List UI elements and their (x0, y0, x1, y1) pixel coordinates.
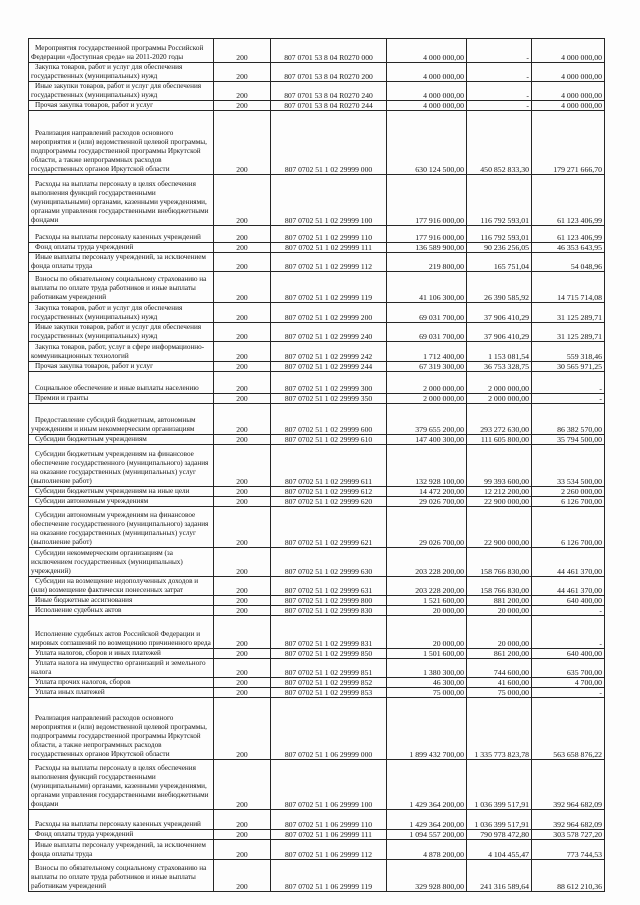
table-row (29, 362, 605, 372)
budget-classification-code-cell: 807 0702 51 1 06 29999 112 (271, 840, 387, 860)
budget-classification-code-cell: 807 0702 51 1 02 29999 350 (271, 394, 387, 404)
unexecuted-amount-cell: - (532, 688, 605, 698)
table-row (29, 101, 605, 111)
unexecuted-amount-cell: - (532, 394, 605, 404)
approved-amount-cell: 69 031 700,00 (387, 303, 467, 323)
expense-name-cell: Субсидии бюджетным учреждениям (29, 435, 214, 445)
unexecuted-amount-cell: 4 000 000,00 (532, 82, 605, 101)
expense-name-cell: Реализация направлений расходов основного мероприятия и (или) ведомственной целевой программы, подпрограммы государственной программы Иркутской области, а также непрограммных расходов государственных органов Иркутской области (29, 111, 214, 175)
approved-amount-cell: 1 429 364 200,00 (387, 760, 467, 810)
approved-amount-cell: 20 000,00 (387, 606, 467, 616)
unexecuted-amount-cell: - (532, 372, 605, 394)
expense-name-cell: Фонд оплаты труда учреждений (29, 830, 214, 840)
unexecuted-amount-cell: 31 125 289,71 (532, 323, 605, 342)
table-row (29, 810, 605, 830)
line-code-cell: 200 (214, 497, 271, 507)
expense-name-cell: Уплата иных платежей (29, 688, 214, 698)
unexecuted-amount-cell: 640 400,00 (532, 596, 605, 606)
line-code-cell: 200 (214, 101, 271, 111)
approved-amount-cell: 132 928 100,00 (387, 445, 467, 487)
table-row (29, 394, 605, 404)
approved-amount-cell: 4 878 200,00 (387, 840, 467, 860)
budget-classification-code-cell: 807 0702 51 1 06 29999 110 (271, 810, 387, 830)
budget-classification-code-cell: 807 0702 51 1 02 29999 631 (271, 577, 387, 596)
approved-amount-cell: 177 916 000,00 (387, 226, 467, 243)
line-code-cell: 200 (214, 659, 271, 678)
approved-amount-cell: 329 928 800,00 (387, 860, 467, 892)
expense-name-cell: Социальное обеспечение и иные выплаты населению (29, 372, 214, 394)
approved-amount-cell: 1 094 557 200,00 (387, 830, 467, 840)
unexecuted-amount-cell: - (532, 606, 605, 616)
line-code-cell: 200 (214, 860, 271, 892)
unexecuted-amount-cell: 179 271 666,70 (532, 111, 605, 175)
approved-amount-cell: 1 712 400,00 (387, 342, 467, 362)
unexecuted-amount-cell: 54 048,96 (532, 253, 605, 272)
expense-name-cell: Субсидии некоммерческим организациям (за исключением государственных (муниципальных) учреждений) (29, 548, 214, 577)
unexecuted-amount-cell: 392 964 682,09 (532, 760, 605, 810)
budget-classification-code-cell: 807 0702 51 1 02 29999 244 (271, 362, 387, 372)
budget-classification-code-cell: 807 0702 51 1 02 29999 620 (271, 497, 387, 507)
budget-classification-code-cell: 807 0702 51 1 02 29999 240 (271, 323, 387, 342)
table-row (29, 39, 605, 63)
approved-amount-cell: 29 026 700,00 (387, 507, 467, 548)
expense-name-cell: Фонд оплаты труда учреждений (29, 243, 214, 253)
budget-classification-code-cell: 807 0702 51 1 06 29999 100 (271, 760, 387, 810)
approved-amount-cell: 1 501 600,00 (387, 649, 467, 659)
unexecuted-amount-cell: 392 964 682,09 (532, 810, 605, 830)
unexecuted-amount-cell: 4 000 000,00 (532, 101, 605, 111)
executed-amount-cell: 90 236 256,05 (467, 243, 532, 253)
budget-classification-code-cell: 807 0702 51 1 02 29999 600 (271, 404, 387, 435)
line-code-cell: 200 (214, 688, 271, 698)
approved-amount-cell: 41 106 300,00 (387, 272, 467, 303)
executed-amount-cell: 41 600,00 (467, 678, 532, 688)
executed-amount-cell: 241 316 589,64 (467, 860, 532, 892)
table-row (29, 342, 605, 362)
budget-classification-code-cell: 807 0702 51 1 02 29999 830 (271, 606, 387, 616)
budget-classification-code-cell: 807 0701 53 8 04 R0270 244 (271, 101, 387, 111)
expense-name-cell: Расходы на выплаты персоналу в целях обеспечения выполнения функций государственными (муниципальными) органами, казенными учреждениями, органами управления государственными внебюджетными фондами (29, 760, 214, 810)
table-row (29, 226, 605, 243)
line-code-cell: 200 (214, 596, 271, 606)
executed-amount-cell: 2 000 000,00 (467, 372, 532, 394)
executed-amount-cell: 116 792 593,01 (467, 226, 532, 243)
line-code-cell: 200 (214, 445, 271, 487)
unexecuted-amount-cell: 635 700,00 (532, 659, 605, 678)
executed-amount-cell: 158 766 830,00 (467, 577, 532, 596)
line-code-cell: 200 (214, 577, 271, 596)
unexecuted-amount-cell: 88 612 210,36 (532, 860, 605, 892)
executed-amount-cell: 37 906 410,29 (467, 323, 532, 342)
budget-classification-code-cell: 807 0702 51 1 02 29999 300 (271, 372, 387, 394)
executed-amount-cell: 158 766 830,00 (467, 548, 532, 577)
line-code-cell: 200 (214, 111, 271, 175)
budget-classification-code-cell: 807 0702 51 1 02 29999 630 (271, 548, 387, 577)
line-code-cell: 200 (214, 272, 271, 303)
line-code-cell: 200 (214, 698, 271, 760)
approved-amount-cell: 136 589 900,00 (387, 243, 467, 253)
table-row (29, 548, 605, 577)
table-row (29, 323, 605, 342)
line-code-cell: 200 (214, 243, 271, 253)
budget-classification-code-cell: 807 0701 53 8 04 R0270 000 (271, 39, 387, 63)
table-row (29, 303, 605, 323)
table-row (29, 497, 605, 507)
approved-amount-cell: 1 380 300,00 (387, 659, 467, 678)
budget-classification-code-cell: 807 0702 51 1 02 29999 111 (271, 243, 387, 253)
executed-amount-cell: - (467, 101, 532, 111)
unexecuted-amount-cell: 640 400,00 (532, 649, 605, 659)
executed-amount-cell: 22 900 000,00 (467, 507, 532, 548)
executed-amount-cell: - (467, 39, 532, 63)
line-code-cell: 200 (214, 678, 271, 688)
line-code-cell: 200 (214, 342, 271, 362)
approved-amount-cell: 29 026 700,00 (387, 497, 467, 507)
table-row (29, 616, 605, 649)
budget-classification-code-cell: 807 0702 51 1 02 29999 610 (271, 435, 387, 445)
executed-amount-cell: - (467, 63, 532, 82)
approved-amount-cell: 203 228 200,00 (387, 577, 467, 596)
table-row (29, 111, 605, 175)
expense-name-cell: Уплата налогов, сборов и иных платежей (29, 649, 214, 659)
budget-classification-code-cell: 807 0702 51 1 02 29999 119 (271, 272, 387, 303)
approved-amount-cell: 1 899 432 700,00 (387, 698, 467, 760)
table-row (29, 435, 605, 445)
unexecuted-amount-cell: 44 461 370,00 (532, 577, 605, 596)
line-code-cell: 200 (214, 63, 271, 82)
unexecuted-amount-cell: 4 700,00 (532, 678, 605, 688)
approved-amount-cell: 67 319 300,00 (387, 362, 467, 372)
unexecuted-amount-cell: 31 125 289,71 (532, 303, 605, 323)
executed-amount-cell: 22 900 000,00 (467, 497, 532, 507)
table-row (29, 404, 605, 435)
line-code-cell: 200 (214, 435, 271, 445)
table-row (29, 253, 605, 272)
unexecuted-amount-cell: 2 260 000,00 (532, 487, 605, 497)
budget-classification-code-cell: 807 0702 51 1 02 29999 112 (271, 253, 387, 272)
executed-amount-cell: 37 906 410,29 (467, 303, 532, 323)
budget-classification-code-cell: 807 0702 51 1 06 29999 111 (271, 830, 387, 840)
executed-amount-cell: 99 393 600,00 (467, 445, 532, 487)
executed-amount-cell: 20 000,00 (467, 606, 532, 616)
expense-name-cell: Предоставление субсидий бюджетным, автономным учреждениям и иным некоммерческим организациям (29, 404, 214, 435)
executed-amount-cell: 881 200,00 (467, 596, 532, 606)
expense-name-cell: Прочая закупка товаров, работ и услуг (29, 362, 214, 372)
expense-name-cell: Иные закупки товаров, работ и услуг для обеспечения государственных (муниципальных) нужд (29, 323, 214, 342)
budget-classification-code-cell: 807 0701 53 8 04 R0270 200 (271, 63, 387, 82)
table-row (29, 577, 605, 596)
budget-classification-code-cell: 807 0702 51 1 02 29999 852 (271, 678, 387, 688)
executed-amount-cell: 1 036 399 517,91 (467, 810, 532, 830)
budget-classification-code-cell: 807 0702 51 1 02 29999 853 (271, 688, 387, 698)
table-row (29, 840, 605, 860)
approved-amount-cell: 219 800,00 (387, 253, 467, 272)
executed-amount-cell: - (467, 82, 532, 101)
approved-amount-cell: 14 472 200,00 (387, 487, 467, 497)
table-row (29, 760, 605, 810)
expense-name-cell: Исполнение судебных актов (29, 606, 214, 616)
line-code-cell: 200 (214, 649, 271, 659)
line-code-cell: 200 (214, 487, 271, 497)
approved-amount-cell: 75 000,00 (387, 688, 467, 698)
line-code-cell: 200 (214, 840, 271, 860)
expense-name-cell: Взносы по обязательному социальному страхованию на выплаты по оплате труда работников и иные выплаты работникам учреждений (29, 860, 214, 892)
executed-amount-cell: 744 600,00 (467, 659, 532, 678)
expense-name-cell: Расходы на выплаты персоналу в целях обеспечения выполнения функций государственными (муниципальными) органами, казенными учреждениями, органами управления государственными внебюджетными фондами (29, 175, 214, 226)
approved-amount-cell: 4 000 000,00 (387, 101, 467, 111)
executed-amount-cell: 861 200,00 (467, 649, 532, 659)
unexecuted-amount-cell: 6 126 700,00 (532, 507, 605, 548)
budget-classification-code-cell: 807 0702 51 1 02 29999 611 (271, 445, 387, 487)
executed-amount-cell: 1 153 081,54 (467, 342, 532, 362)
line-code-cell: 200 (214, 372, 271, 394)
expense-name-cell: Закупка товаров, работ, услуг в сфере информационно-коммуникационных технологий (29, 342, 214, 362)
approved-amount-cell: 69 031 700,00 (387, 323, 467, 342)
approved-amount-cell: 177 916 000,00 (387, 175, 467, 226)
unexecuted-amount-cell: 33 534 500,00 (532, 445, 605, 487)
approved-amount-cell: 4 000 000,00 (387, 63, 467, 82)
table-row (29, 688, 605, 698)
expense-name-cell: Уплата налога на имущество организаций и земельного налога (29, 659, 214, 678)
line-code-cell: 200 (214, 616, 271, 649)
executed-amount-cell: 26 390 585,92 (467, 272, 532, 303)
budget-classification-code-cell: 807 0702 51 1 02 29999 800 (271, 596, 387, 606)
budget-classification-code-cell: 807 0702 51 1 02 29999 110 (271, 226, 387, 243)
approved-amount-cell: 1 429 364 200,00 (387, 810, 467, 830)
budget-classification-code-cell: 807 0702 51 1 02 29999 831 (271, 616, 387, 649)
line-code-cell: 200 (214, 226, 271, 243)
table-body (29, 39, 605, 892)
budget-classification-code-cell: 807 0702 51 1 02 29999 612 (271, 487, 387, 497)
executed-amount-cell: 293 272 630,00 (467, 404, 532, 435)
expense-name-cell: Расходы на выплаты персоналу казенных учреждений (29, 810, 214, 830)
table-row (29, 175, 605, 226)
table-row (29, 698, 605, 760)
expense-name-cell: Иные бюджетные ассигнования (29, 596, 214, 606)
unexecuted-amount-cell: 61 123 406,99 (532, 175, 605, 226)
budget-classification-code-cell: 807 0702 51 1 02 29999 621 (271, 507, 387, 548)
expense-name-cell: Исполнение судебных актов Российской Федерации и мировых соглашений по возмещению причиненного вреда (29, 616, 214, 649)
expense-name-cell: Иные выплаты персоналу учреждений, за исключением фонда оплаты труда (29, 253, 214, 272)
approved-amount-cell: 147 400 300,00 (387, 435, 467, 445)
approved-amount-cell: 379 655 200,00 (387, 404, 467, 435)
executed-amount-cell: 2 000 000,00 (467, 394, 532, 404)
approved-amount-cell: 630 124 500,00 (387, 111, 467, 175)
table-row (29, 63, 605, 82)
executed-amount-cell: 4 104 455,47 (467, 840, 532, 860)
line-code-cell: 200 (214, 303, 271, 323)
budget-execution-table (28, 38, 605, 892)
table-row (29, 272, 605, 303)
executed-amount-cell: 1 335 773 823,78 (467, 698, 532, 760)
table-row (29, 659, 605, 678)
approved-amount-cell: 4 000 000,00 (387, 39, 467, 63)
budget-classification-code-cell: 807 0702 51 1 02 29999 200 (271, 303, 387, 323)
line-code-cell: 200 (214, 548, 271, 577)
unexecuted-amount-cell: 6 126 700,00 (532, 497, 605, 507)
approved-amount-cell: 1 521 600,00 (387, 596, 467, 606)
executed-amount-cell: 450 852 833,30 (467, 111, 532, 175)
approved-amount-cell: 2 000 000,00 (387, 394, 467, 404)
unexecuted-amount-cell: 61 123 406,99 (532, 226, 605, 243)
line-code-cell: 200 (214, 830, 271, 840)
line-code-cell: 200 (214, 175, 271, 226)
budget-classification-code-cell: 807 0702 51 1 02 29999 851 (271, 659, 387, 678)
executed-amount-cell: 36 753 328,75 (467, 362, 532, 372)
executed-amount-cell: 111 605 800,00 (467, 435, 532, 445)
expense-name-cell: Взносы по обязательному социальному страхованию на выплаты по оплате труда работников и иные выплаты работникам учреждений (29, 272, 214, 303)
unexecuted-amount-cell: 4 000 000,00 (532, 39, 605, 63)
expense-name-cell: Уплата прочих налогов, сборов (29, 678, 214, 688)
expense-name-cell: Закупка товаров, работ и услуг для обеспечения государственных (муниципальных) нужд (29, 63, 214, 82)
expense-name-cell: Мероприятия государственной программы Российской Федерации «Доступная среда» на 2011-2020 годы (29, 39, 214, 63)
budget-classification-code-cell: 807 0702 51 1 06 29999 000 (271, 698, 387, 760)
line-code-cell: 200 (214, 253, 271, 272)
approved-amount-cell: 20 000,00 (387, 616, 467, 649)
budget-classification-code-cell: 807 0702 51 1 02 29999 100 (271, 175, 387, 226)
expense-name-cell: Иные выплаты персоналу учреждений, за исключением фонда оплаты труда (29, 840, 214, 860)
table-row (29, 445, 605, 487)
executed-amount-cell: 790 978 472,80 (467, 830, 532, 840)
approved-amount-cell: 4 000 000,00 (387, 82, 467, 101)
expense-name-cell: Субсидии бюджетным учреждениям на финансовое обеспечение государственного (муниципального) задания на оказание государственных (муниципальных) услуг (выполнение работ) (29, 445, 214, 487)
line-code-cell: 200 (214, 323, 271, 342)
approved-amount-cell: 46 300,00 (387, 678, 467, 688)
budget-classification-code-cell: 807 0702 51 1 02 29999 000 (271, 111, 387, 175)
line-code-cell: 200 (214, 810, 271, 830)
executed-amount-cell: 75 000,00 (467, 688, 532, 698)
budget-classification-code-cell: 807 0701 53 8 04 R0270 240 (271, 82, 387, 101)
expense-name-cell: Закупка товаров, работ и услуг для обеспечения государственных (муниципальных) нужд (29, 303, 214, 323)
expense-name-cell: Субсидии автономным учреждениям (29, 497, 214, 507)
expense-name-cell: Иные закупки товаров, работ и услуг для обеспечения государственных (муниципальных) нужд (29, 82, 214, 101)
unexecuted-amount-cell: - (532, 616, 605, 649)
executed-amount-cell: 165 751,04 (467, 253, 532, 272)
expense-name-cell: Премии и гранты (29, 394, 214, 404)
unexecuted-amount-cell: 4 000 000,00 (532, 63, 605, 82)
table-row (29, 243, 605, 253)
unexecuted-amount-cell: 86 382 570,00 (532, 404, 605, 435)
unexecuted-amount-cell: 14 715 714,08 (532, 272, 605, 303)
line-code-cell: 200 (214, 404, 271, 435)
budget-classification-code-cell: 807 0702 51 1 02 29999 850 (271, 649, 387, 659)
table-row (29, 487, 605, 497)
unexecuted-amount-cell: 35 794 500,00 (532, 435, 605, 445)
expense-name-cell: Субсидии бюджетным учреждениям на иные цели (29, 487, 214, 497)
expense-name-cell: Прочая закупка товаров, работ и услуг (29, 101, 214, 111)
budget-classification-code-cell: 807 0702 51 1 06 29999 119 (271, 860, 387, 892)
expense-name-cell: Реализация направлений расходов основного мероприятия и (или) ведомственной целевой программы, подпрограммы государственной программы Иркутской области, а также непрограммных расходов государственных органов Иркутской области (29, 698, 214, 760)
line-code-cell: 200 (214, 760, 271, 810)
table-row (29, 596, 605, 606)
table-row (29, 606, 605, 616)
unexecuted-amount-cell: 563 658 876,22 (532, 698, 605, 760)
executed-amount-cell: 20 000,00 (467, 616, 532, 649)
expense-name-cell: Расходы на выплаты персоналу казенных учреждений (29, 226, 214, 243)
executed-amount-cell: 116 792 593,01 (467, 175, 532, 226)
line-code-cell: 200 (214, 82, 271, 101)
unexecuted-amount-cell: 30 565 971,25 (532, 362, 605, 372)
table-row (29, 372, 605, 394)
unexecuted-amount-cell: 773 744,53 (532, 840, 605, 860)
unexecuted-amount-cell: 46 353 643,95 (532, 243, 605, 253)
line-code-cell: 200 (214, 606, 271, 616)
executed-amount-cell: 12 212 200,00 (467, 487, 532, 497)
table-row (29, 649, 605, 659)
budget-classification-code-cell: 807 0702 51 1 02 29999 242 (271, 342, 387, 362)
line-code-cell: 200 (214, 362, 271, 372)
unexecuted-amount-cell: 303 578 727,20 (532, 830, 605, 840)
unexecuted-amount-cell: 44 461 370,00 (532, 548, 605, 577)
table-row (29, 82, 605, 101)
table-row (29, 860, 605, 892)
unexecuted-amount-cell: 559 318,46 (532, 342, 605, 362)
table-row (29, 830, 605, 840)
line-code-cell: 200 (214, 394, 271, 404)
table-row (29, 507, 605, 548)
approved-amount-cell: 2 000 000,00 (387, 372, 467, 394)
expense-name-cell: Субсидии автономным учреждениям на финансовое обеспечение государственного (муниципального) задания на оказание государственных (муниципальных) услуг (выполнение работ) (29, 507, 214, 548)
executed-amount-cell: 1 036 399 517,91 (467, 760, 532, 810)
line-code-cell: 200 (214, 507, 271, 548)
line-code-cell: 200 (214, 39, 271, 63)
expense-name-cell: Субсидии на возмещение недополученных доходов и (или) возмещение фактически понесенных затрат (29, 577, 214, 596)
approved-amount-cell: 203 228 200,00 (387, 548, 467, 577)
table-row (29, 678, 605, 688)
